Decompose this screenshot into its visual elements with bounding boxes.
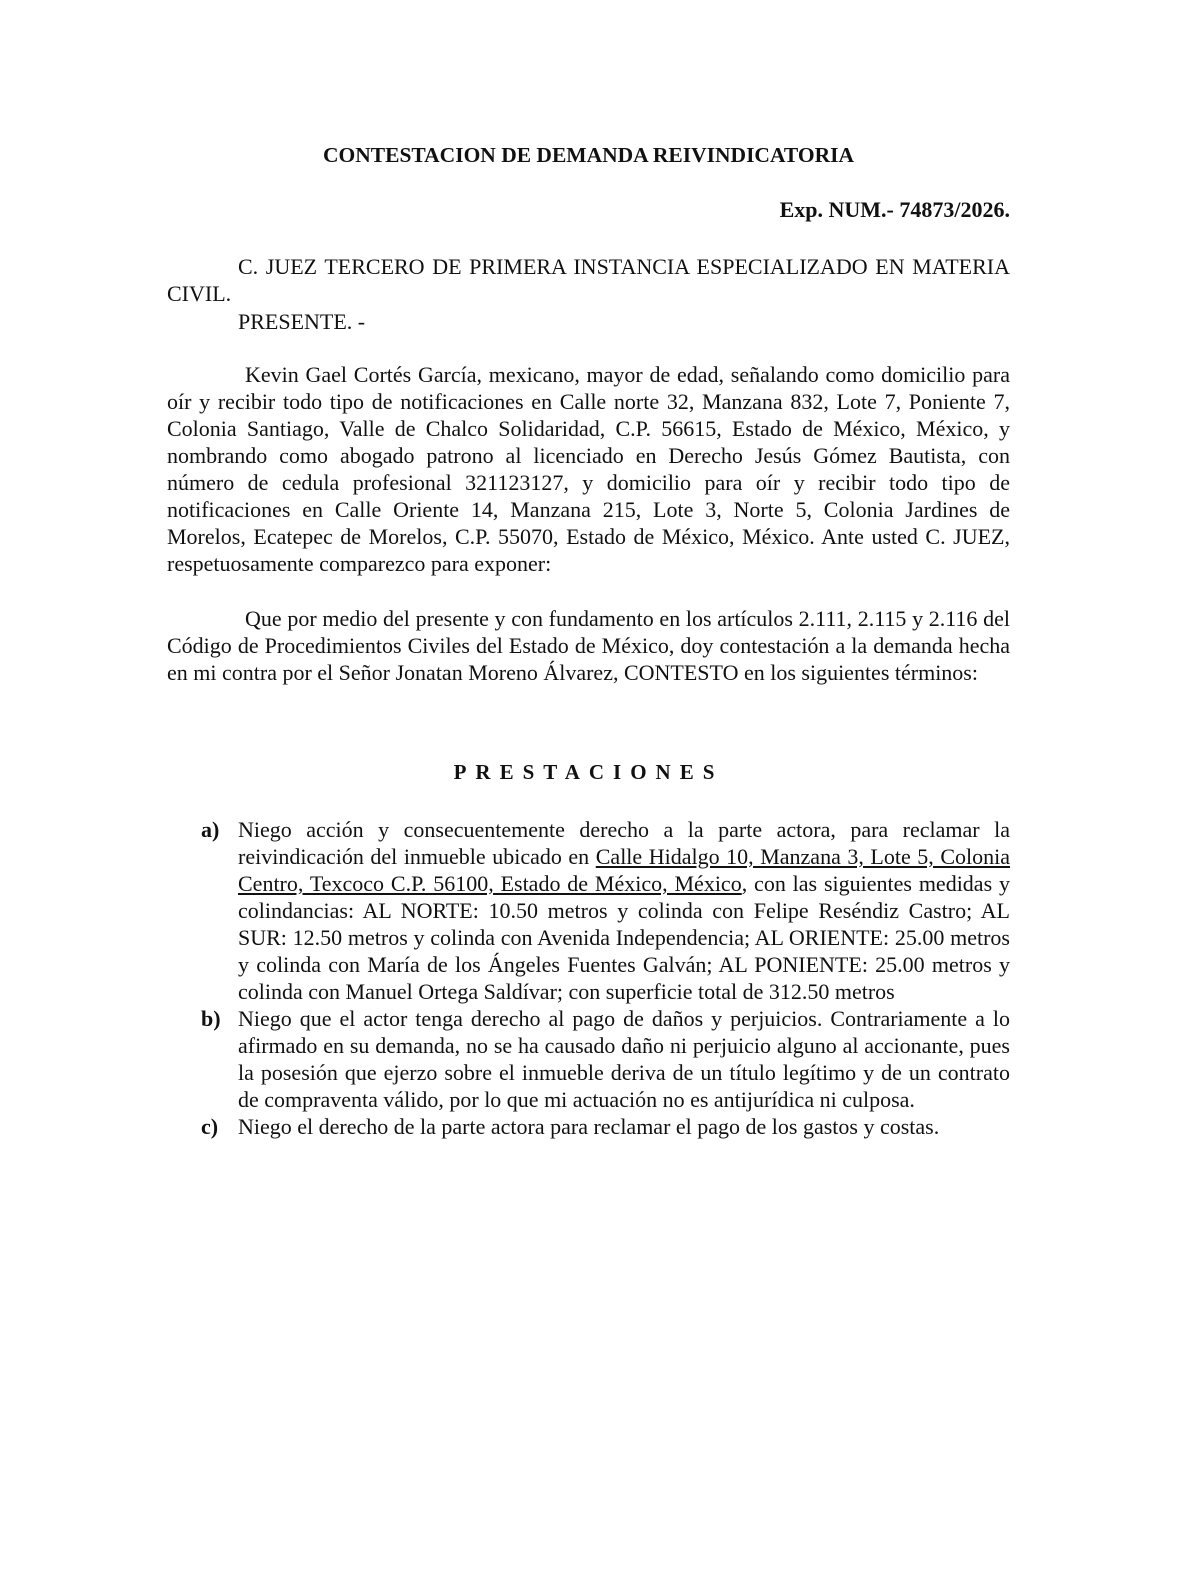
prestaciones-list	[167, 816, 1010, 1140]
list-marker: b)	[201, 1006, 221, 1031]
document-title: CONTESTACION DE DEMANDA REIVINDICATORIA	[322, 143, 854, 167]
item-text-after: , con las siguientes medidas y colindancias: AL NORTE: 10.50 metros y colinda con Felipe Reséndiz Castro; AL SUR: 12.50 metros y colinda con Avenida Independencia; AL ORIENTE: 25.00 metros y colinda con María de los Ángeles Fuentes Galván; AL PONIENTE: 25.00 metros y colinda con Manuel Ortega Saldívar; con superficie total de 312.50 metros	[238, 871, 1010, 1004]
item-text: Niego el derecho de la parte actora para reclamar el pago de los gastos y costas.	[238, 1114, 940, 1139]
expediente-number: Exp. NUM.- 74873/2026.	[779, 197, 1010, 222]
introduction-paragraph: Kevin Gael Cortés García, mexicano, mayor de edad, señalando como domicilio para oír y recibir todo tipo de notificaciones en Calle norte 32, Manzana 832, Lote 7, Poniente 7, Colonia Santiago, Valle de Chalco Solidaridad, C.P. 56615, Estado de México, México, y nombrando como abogado patrono al licenciado en Derecho Jesús Gómez Bautista, con número de cedula profesional 321123127, y domicilio para oír y recibir todo tipo de notificaciones en Calle Oriente 14, Manzana 215, Lote 3, Norte 5, Colonia Jardines de Morelos, Ecatepec de Morelos, C.P. 55070, Estado de México, México. Ante usted C. JUEZ, respetuosamente comparezco para exponer:	[167, 362, 1010, 576]
list-marker: c)	[201, 1114, 219, 1139]
section-heading-prestaciones: PRESTACIONES	[453, 760, 724, 784]
item-text-before: Niego acción y consecuentemente derecho a la parte actora, para reclamar la reivindicación del inmueble ubicado en	[238, 817, 1010, 869]
list-item	[167, 1113, 1010, 1140]
addressee: C. JUEZ TERCERO DE PRIMERA INSTANCIA ESPECIALIZADO EN MATERIA CIVIL.	[167, 254, 1010, 306]
list-item	[167, 816, 1010, 1005]
property-address-underlined: Calle Hidalgo 10, Manzana 3, Lote 5, Colonia Centro, Texcoco C.P. 56100, Estado de México, México	[238, 844, 1011, 896]
legal-basis-paragraph: Que por medio del presente y con fundamento en los artículos 2.111, 2.115 y 2.116 del Código de Procedimientos Civiles del Estado de México, doy contestación a la demanda hecha en mi contra por el Señor Jonatan Moreno Álvarez, CONTESTO en los siguientes términos:	[167, 606, 1010, 685]
list-item	[167, 1005, 1010, 1113]
item-text: Niego que el actor tenga derecho al pago de daños y perjuicios. Contrariamente a lo afirmado en su demanda, no se ha causado daño ni perjuicio alguno al accionante, pues la posesión que ejerzo sobre el inmueble deriva de un título legítimo y de un contrato de compraventa válido, por lo que mi actuación no es antijurídica ni culposa.	[238, 1006, 1010, 1112]
list-marker: a)	[201, 817, 220, 842]
presente-line: PRESENTE. -	[238, 309, 366, 334]
